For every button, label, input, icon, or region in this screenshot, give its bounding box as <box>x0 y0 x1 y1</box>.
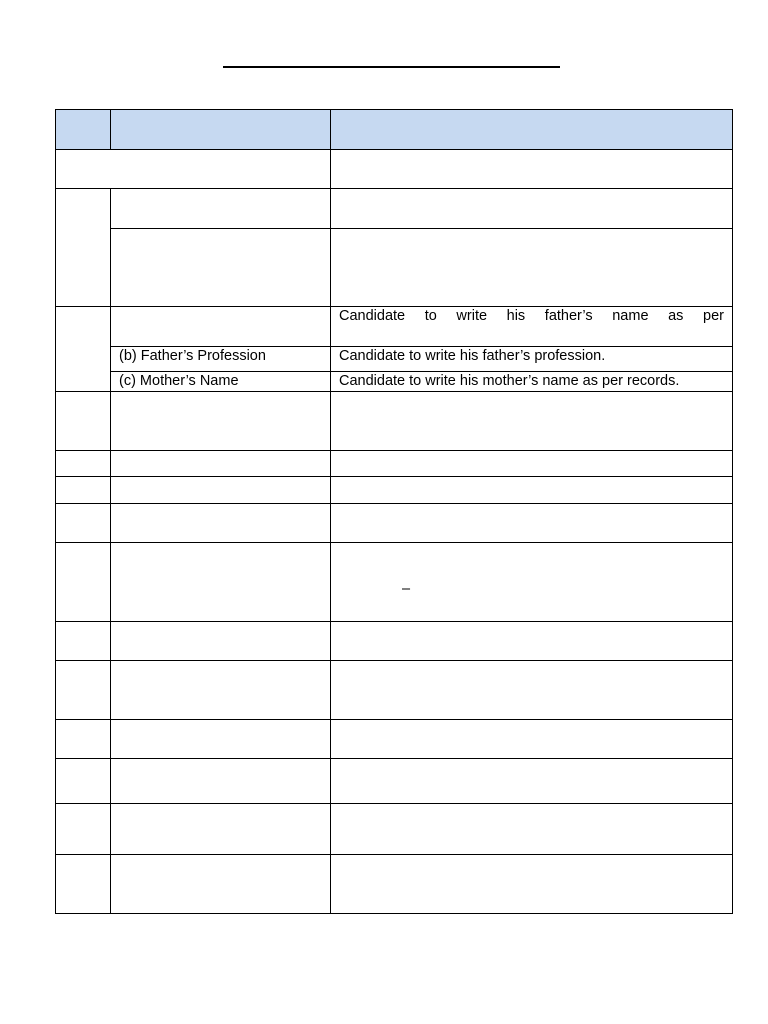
instruction-cell <box>331 661 733 720</box>
table-row <box>56 451 733 477</box>
mother-name-label: (c) Mother’s Name <box>119 373 239 389</box>
table-row <box>56 661 733 720</box>
label-cell <box>111 720 331 759</box>
instruction-cell <box>331 477 733 504</box>
header-cell-instructions <box>331 110 733 150</box>
serial-cell <box>56 543 111 622</box>
table-header-row <box>56 110 733 150</box>
instruction-cell <box>331 622 733 661</box>
father-profession-instruction: Candidate to write his father’s profession. <box>339 348 606 364</box>
instruction-cell <box>331 804 733 855</box>
instruction-cell <box>331 451 733 477</box>
table-row <box>56 759 733 804</box>
label-cell <box>111 759 331 804</box>
instruction-cell <box>331 759 733 804</box>
label-cell <box>111 477 331 504</box>
serial-cell <box>56 622 111 661</box>
serial-cell <box>56 392 111 451</box>
dash-mark: – <box>402 581 411 597</box>
serial-cell <box>56 189 111 307</box>
instruction-cell <box>331 372 733 392</box>
table-row <box>56 804 733 855</box>
instruction-cell <box>331 189 733 229</box>
label-cell <box>111 392 331 451</box>
label-cell <box>111 372 331 392</box>
label-cell <box>111 347 331 372</box>
label-cell <box>111 543 331 622</box>
instruction-cell <box>331 150 733 189</box>
merged-label-cell <box>56 150 331 189</box>
application-form-table <box>55 109 733 914</box>
label-cell <box>111 504 331 543</box>
instruction-cell <box>331 504 733 543</box>
table-row <box>56 150 733 189</box>
instruction-cell <box>331 543 733 622</box>
label-cell <box>111 622 331 661</box>
serial-cell <box>56 855 111 914</box>
table-row-father-profession <box>56 347 733 372</box>
serial-cell <box>56 759 111 804</box>
table-row-mother-name <box>56 372 733 392</box>
table-row <box>56 229 733 307</box>
table-row-father-name <box>56 307 733 347</box>
serial-cell <box>56 661 111 720</box>
instruction-cell <box>331 720 733 759</box>
mother-name-instruction: Candidate to write his mother’s name as per records. <box>339 373 680 389</box>
instruction-cell <box>331 855 733 914</box>
father-profession-label: (b) Father’s Profession <box>119 348 266 364</box>
table-row <box>56 543 733 622</box>
title-underline <box>223 66 560 68</box>
serial-cell <box>56 720 111 759</box>
label-cell <box>111 451 331 477</box>
serial-cell <box>56 804 111 855</box>
label-cell <box>111 855 331 914</box>
instruction-cell <box>331 229 733 307</box>
table-row <box>56 855 733 914</box>
label-cell <box>111 307 331 347</box>
serial-cell <box>56 451 111 477</box>
table-row <box>56 622 733 661</box>
header-cell-particulars <box>111 110 331 150</box>
serial-cell <box>56 477 111 504</box>
table-row <box>56 392 733 451</box>
table-row <box>56 477 733 504</box>
serial-cell <box>56 504 111 543</box>
label-cell <box>111 804 331 855</box>
serial-cell <box>56 307 111 392</box>
label-cell <box>111 661 331 720</box>
label-cell <box>111 229 331 307</box>
father-name-instruction: Candidate to write his father’s name as per <box>339 308 724 324</box>
table-row <box>56 189 733 229</box>
instruction-cell <box>331 347 733 372</box>
instruction-cell <box>331 392 733 451</box>
header-cell-serial <box>56 110 111 150</box>
table-row <box>56 720 733 759</box>
instruction-cell <box>331 307 733 347</box>
table-row <box>56 504 733 543</box>
label-cell <box>111 189 331 229</box>
